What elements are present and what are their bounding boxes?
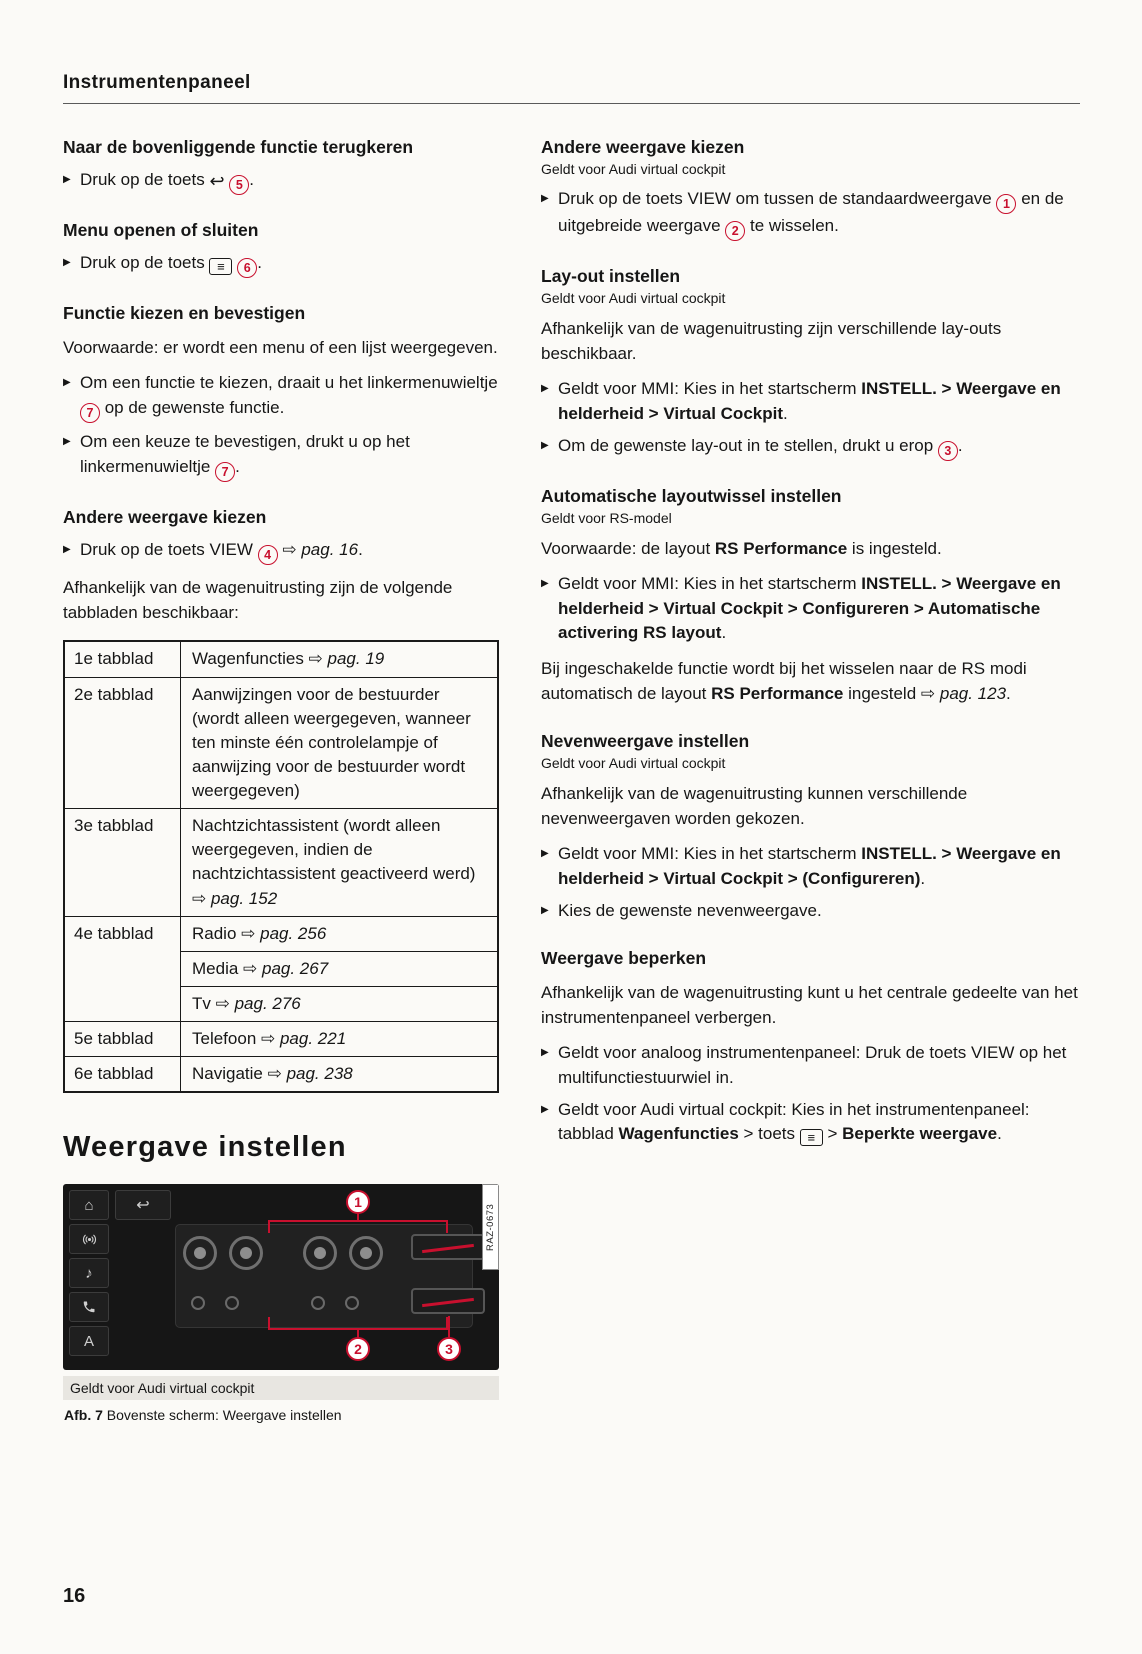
figure-bracket-top	[268, 1220, 448, 1233]
circled-number-7: 7	[80, 403, 100, 423]
para-nevenweergaven: Afhankelijk van de wagenuitrusting kunnen verschillende nevenweergaven worden gekozen.	[541, 784, 968, 828]
bullet-marker: ▶	[541, 904, 549, 916]
cockpit-top-screen-image	[63, 1184, 499, 1370]
para-rs-performance: Bij ingeschakelde functie wordt bij het wisselen naar de RS modi automatisch de layout RS Performance ingesteld ⇨ pag. 123.	[541, 659, 1027, 703]
subnote-virtual-cockpit: Geldt voor Audi virtual cockpit	[541, 290, 726, 306]
bullet-beperkte-weergave	[541, 1098, 1080, 1147]
bullet-text: Geldt voor MMI: Kies in het startscherm INSTELL. > Weergave en helderheid > Virtual Cockpit > (Configureren).	[558, 844, 1061, 889]
figure-captions	[63, 1376, 499, 1423]
bullet-kies-nevenweergave	[541, 899, 1080, 924]
heading-andere-weergave-links: Andere weergave kiezen	[63, 507, 267, 528]
table-cell: Tv ⇨ pag. 276	[181, 986, 497, 1021]
tabbladen-table	[63, 640, 499, 1093]
table-row-6	[65, 1056, 497, 1091]
table-cell: Radio ⇨ pag. 256	[192, 923, 327, 943]
table-row-label: 2e tabblad	[65, 678, 181, 809]
letter-a-icon: A	[69, 1326, 109, 1356]
figure-marker-2: 2	[346, 1337, 370, 1361]
air-vent	[411, 1288, 485, 1314]
heading-andere-weergave-rechts: Andere weergave kiezen	[541, 137, 745, 157]
bullet-toets-terug	[63, 168, 499, 195]
table-cell: Navigatie ⇨ pag. 238	[192, 1064, 353, 1084]
circled-number-4: 4	[258, 545, 278, 565]
bullet-marker: ▶	[63, 256, 71, 268]
bullet-text: Kies de gewenste nevenweergave.	[558, 900, 822, 920]
bullet-marker: ▶	[63, 543, 71, 555]
bullet-text: Druk op de toets ≡ 6 .	[80, 251, 499, 278]
bullet-mmi-nevenweergave	[541, 842, 1080, 891]
home-icon: ⌂	[69, 1190, 109, 1220]
table-row-3	[65, 808, 497, 916]
back-arrow-key-icon: ↩	[209, 170, 225, 191]
bullet-marker: ▶	[541, 439, 549, 451]
header-divider	[63, 103, 1080, 104]
heading-functie-kiezen: Functie kiezen en bevestigen	[63, 303, 306, 323]
heading-naar-bovenliggende-functie: Naar de bovenliggende functie terugkeren	[63, 137, 414, 157]
bullet-layout-kiezen	[541, 434, 1080, 461]
bullet-marker: ▶	[541, 383, 549, 395]
circled-number-5: 5	[229, 175, 249, 195]
bullet-view-wisselen	[541, 187, 1080, 242]
bullet-text: Geldt voor analoog instrumentenpaneel: Druk de toets VIEW op het multifunctiestuurwiel in.	[558, 1043, 1067, 1088]
bullet-marker: ▶	[63, 377, 71, 389]
bullet-marker: ▶	[541, 1103, 549, 1115]
figure-bracket-bottom	[268, 1317, 448, 1330]
bullet-marker: ▶	[541, 1047, 549, 1059]
bullet-marker: ▶	[63, 436, 71, 448]
bullet-text: Geldt voor Audi virtual cockpit: Kies in het instrumentenpaneel: tabblad Wagenfuncties > toets ≡ > Beperkte weergave.	[558, 1099, 1030, 1146]
figure-caption: Afb. 7 Bovenste scherm: Weergave instellen	[64, 1407, 342, 1424]
bullet-text: Om de gewenste lay-out in te stellen, drukt u erop 3 .	[558, 434, 1080, 461]
figure-marker-3: 3	[437, 1337, 461, 1361]
bullet-marker: ▶	[63, 173, 71, 185]
bullet-toets-menu	[63, 251, 499, 278]
bullet-marker: ▶	[541, 578, 549, 590]
menu-key-icon: ≡	[209, 258, 232, 275]
bullet-text: Om een keuze te bevestigen, drukt u op het linkermenuwieltje 7 .	[80, 430, 499, 482]
heading-nevenweergave: Nevenweergave instellen	[541, 731, 750, 752]
table-row-label: 3e tabblad	[65, 809, 181, 916]
table-cell: Nachtzichtassistent (wordt alleen weergegeven, indien de nachtzichtassistent geactiveerd werd) ⇨ pag. 152	[192, 816, 476, 908]
bullet-text: Geldt voor MMI: Kies in het startscherm INSTELL. > Weergave en helderheid > Virtual Cockpit > Configureren > Automatische activering RS layout.	[558, 574, 1061, 643]
bullet-mmi-rs-layout	[541, 572, 1080, 646]
para-layouts-beschikbaar: Afhankelijk van de wagenuitrusting zijn verschillende lay-outs beschikbaar.	[541, 319, 1002, 363]
subnote-rs-model: Geldt voor RS-model	[541, 509, 672, 526]
heading-weergave-beperken: Weergave beperken	[541, 948, 707, 969]
table-cell: Wagenfuncties ⇨ pag. 19	[192, 649, 385, 669]
circled-number-6: 6	[237, 258, 257, 278]
table-row-5	[65, 1021, 497, 1056]
para-voorwaarde-menu: Voorwaarde: er wordt een menu of een lijst weergegeven.	[63, 337, 498, 357]
figure-marker-1: 1	[346, 1190, 370, 1214]
heading-layout-instellen: Lay-out instellen	[541, 266, 681, 287]
table-row-1	[65, 642, 497, 676]
page-number: 16	[63, 1585, 86, 1607]
menu-key-icon: ≡	[800, 1129, 823, 1146]
page-title: Instrumentenpaneel	[63, 72, 251, 93]
para-weergave-beperken: Afhankelijk van de wagenuitrusting kunt u het centrale gedeelte van het instrumentenpaneel verbergen.	[541, 983, 1078, 1027]
table-cell: Telefoon ⇨ pag. 221	[192, 1029, 347, 1049]
air-vent	[411, 1234, 485, 1260]
subnote-virtual-cockpit: Geldt voor Audi virtual cockpit	[541, 160, 726, 177]
table-cell: Aanwijzingen voor de bestuurder (wordt alleen weergegeven, wanneer ten minste één controlelampje of aanwijzing voor de bestuurder wordt weergegeven)	[192, 684, 471, 801]
para-tabbladen-intro: Afhankelijk van de wagenuitrusting zijn de volgende tabbladen beschikbaar:	[63, 578, 453, 622]
bullet-text: Druk op de toets VIEW 4 ⇨ pag. 16.	[80, 538, 499, 565]
music-icon: ♪	[69, 1258, 109, 1288]
back-arrow-icon: ↩	[115, 1190, 171, 1220]
figure-pointer-line	[448, 1316, 450, 1337]
right-column	[541, 136, 1080, 1423]
bullet-toets-view	[63, 538, 499, 565]
antenna-icon	[69, 1224, 109, 1254]
figure-sidebar	[69, 1190, 109, 1356]
heading-menu-openen-sluiten: Menu openen of sluiten	[63, 220, 259, 240]
heading-automatische-layoutwissel: Automatische layoutwissel instellen	[541, 485, 842, 506]
circled-number-1: 1	[996, 194, 1016, 214]
bullet-keuze-bevestigen	[63, 430, 499, 482]
bullet-text: Druk op de toets VIEW om tussen de standaardweergave 1 en de uitgebreide weergave 2 te wisselen.	[558, 187, 1080, 242]
bullet-mmi-layout	[541, 377, 1080, 426]
circled-number-3: 3	[938, 441, 958, 461]
table-row-2	[65, 677, 497, 809]
para-voorwaarde-rs: Voorwaarde: de layout RS Performance is ingesteld.	[541, 538, 942, 558]
bullet-marker: ▶	[541, 192, 549, 204]
bullet-marker: ▶	[541, 848, 549, 860]
figure-note: Geldt voor Audi virtual cockpit	[63, 1376, 499, 1400]
bullet-text: Druk op de toets ↩ 5 .	[80, 168, 499, 195]
bullet-text: Geldt voor MMI: Kies in het startscherm INSTELL. > Weergave en helderheid > Virtual Cockpit.	[558, 379, 1061, 423]
table-row-4	[65, 916, 497, 1021]
figure-bracket-stem	[357, 1213, 359, 1221]
table-row-label: 5e tabblad	[65, 1022, 181, 1056]
table-row-label: 4e tabblad	[65, 917, 181, 1021]
bullet-functie-kiezen	[63, 371, 499, 423]
circled-number-2: 2	[725, 221, 745, 241]
table-cell: Media ⇨ pag. 267	[181, 951, 497, 986]
section-title-weergave-instellen: Weergave instellen	[63, 1131, 347, 1164]
phone-icon	[69, 1292, 109, 1322]
subnote-virtual-cockpit: Geldt voor Audi virtual cockpit	[541, 755, 726, 772]
bullet-text: Om een functie te kiezen, draait u het linkermenuwieltje 7 op de gewenste functie.	[80, 371, 499, 423]
figure-weergave-instellen	[63, 1184, 499, 1423]
content-columns	[63, 136, 1080, 1423]
left-column	[63, 136, 499, 1423]
table-row-label: 1e tabblad	[65, 642, 181, 676]
bullet-analoog-paneel	[541, 1041, 1080, 1090]
circled-number-7: 7	[215, 462, 235, 482]
table-row-label: 6e tabblad	[65, 1057, 181, 1091]
figure-code-label: RAZ-0673	[482, 1184, 499, 1270]
